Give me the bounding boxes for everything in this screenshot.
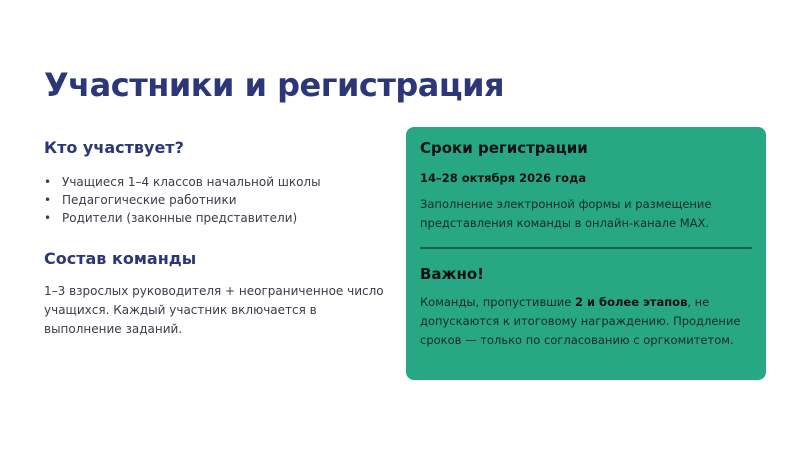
bullet-icon: • [44,193,52,207]
list-item-text: Учащиеся 1–4 классов начальной школы [62,175,321,189]
important-heading: Важно! [420,265,484,283]
team-description: 1–3 взрослых руководителя + неограниченное число учащихся. Каждый участник включается в выполнение заданий. [44,284,384,336]
list-item [44,173,384,191]
bullet-icon: • [44,211,52,225]
team-heading: Состав команды [44,249,197,268]
important-description [420,293,752,350]
important-text-end: , не допускаются к итоговому награждению. Продление сроков — только по согласованию с оргкомитетом. [420,295,741,347]
page-title: Участники и регистрация [44,66,505,104]
registration-card [406,127,766,380]
list-item-text: Родители (законные представители) [62,211,298,225]
important-text-start: Команды, пропустившие [420,295,575,309]
list-item [44,209,384,227]
left-column [44,138,384,339]
card-divider [420,247,752,249]
bullet-icon: • [44,175,52,189]
registration-heading: Сроки регистрации [420,139,588,157]
list-item-text: Педагогические работники [62,193,237,207]
participants-heading: Кто участвует? [44,138,184,157]
participants-list [44,173,384,227]
list-item [44,191,384,209]
registration-description: Заполнение электронной формы и размещение представления команды в онлайн-канале MAX. [420,197,712,230]
important-text-bold: 2 и более этапов [574,295,688,309]
registration-dates: 14–28 октября 2026 года [420,171,587,185]
